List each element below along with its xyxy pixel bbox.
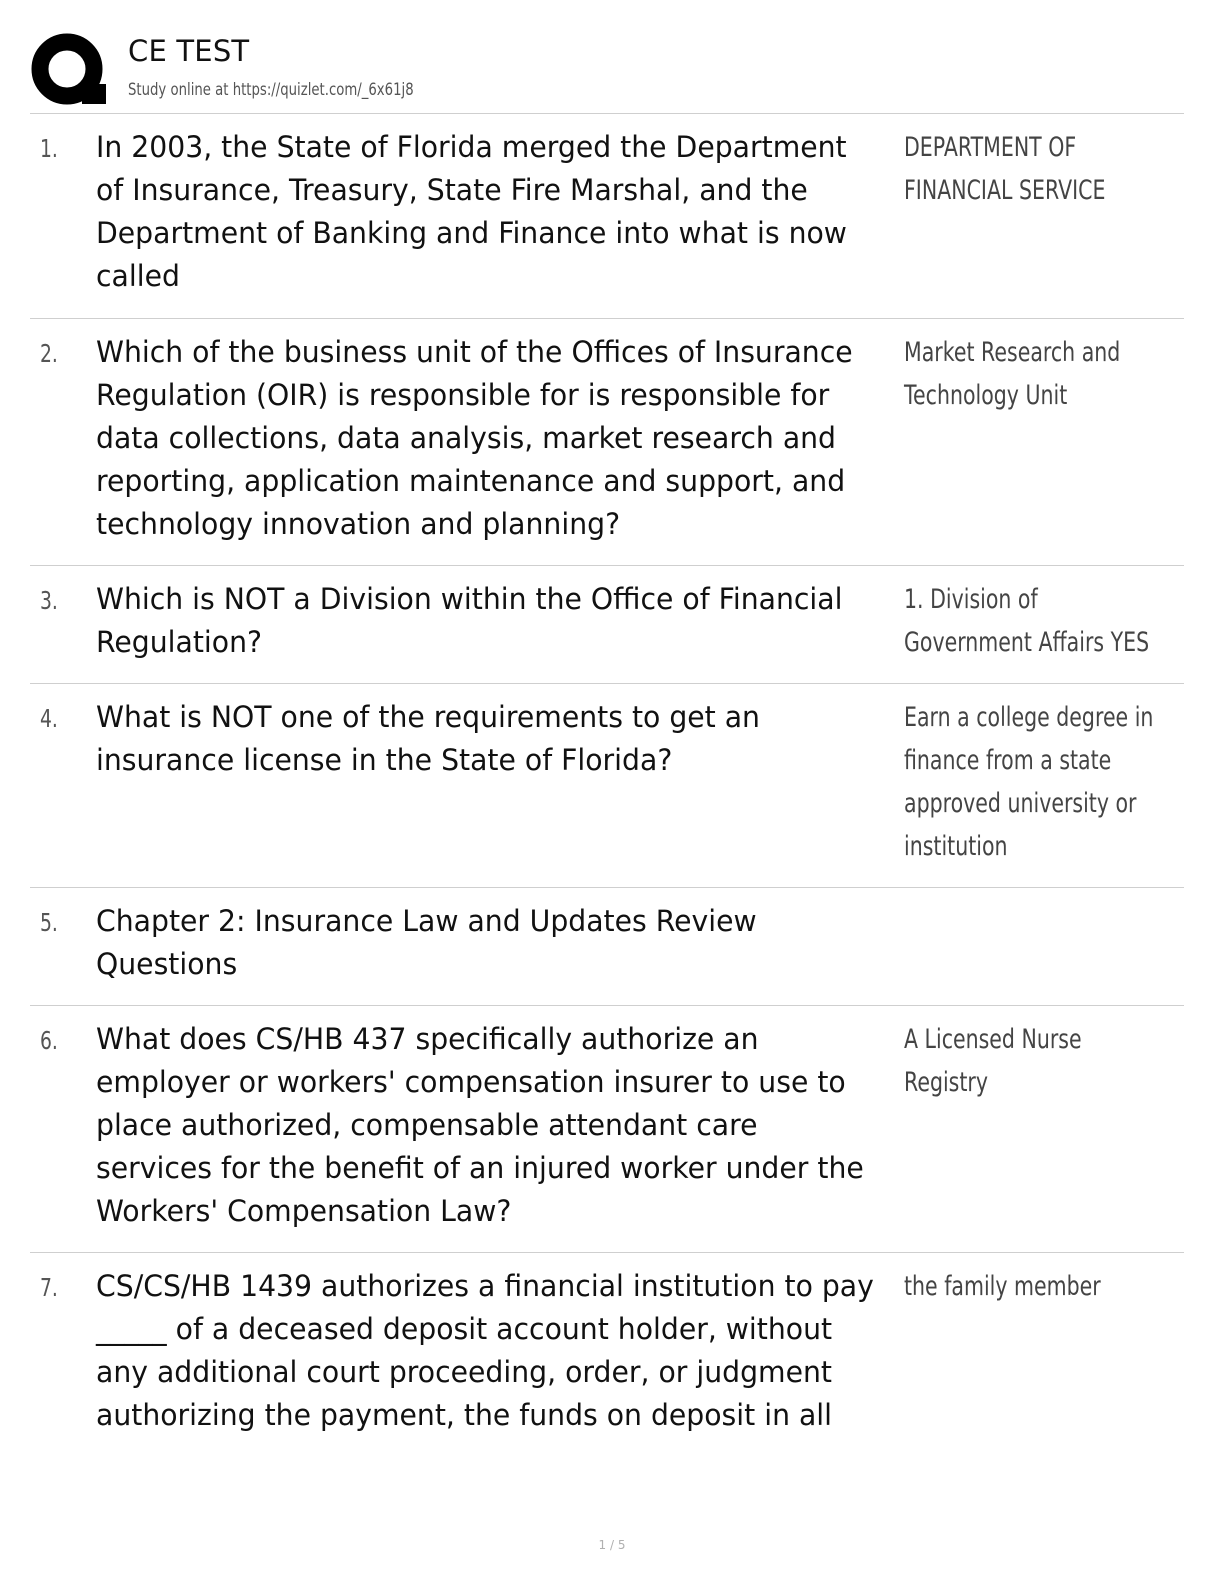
card-answer: the family member — [904, 1271, 1101, 1302]
card-answer: Earn a college degree in finance from a state approved university or institution — [904, 702, 1154, 862]
flashcard — [30, 319, 1184, 566]
card-question: Which of the business unit of the Offices of Insurance Regulation (OIR) is responsible for is responsible for data collections, data analysis, market research and reporting, application maintenance and support, and technology innovation and planning? — [96, 335, 853, 541]
card-question: CS/CS/HB 1439 authorizes a financial institution to pay _____ of a deceased deposit account holder, without any additional court proceeding, order, or judgment authorizing the payment, the funds on deposit in all — [96, 1269, 874, 1432]
card-number: 6. — [40, 1026, 58, 1055]
flashcard — [30, 566, 1184, 684]
flashcard-list — [30, 114, 1184, 1453]
card-question: What is NOT one of the requirements to get an insurance license in the State of Florida? — [96, 700, 760, 777]
card-number: 2. — [40, 339, 58, 368]
flashcard — [30, 114, 1184, 319]
card-number: 4. — [40, 704, 58, 733]
card-question: Which is NOT a Division within the Office of Financial Regulation? — [96, 582, 843, 659]
page-number: 1 / 5 — [598, 1538, 626, 1552]
flashcard — [30, 888, 1184, 1006]
card-question: Chapter 2: Insurance Law and Updates Review Questions — [96, 904, 757, 981]
card-question: In 2003, the State of Florida merged the Department of Insurance, Treasury, State Fire Marshal, and the Department of Banking and Finance into what is now called — [96, 130, 847, 293]
flashcard — [30, 1253, 1184, 1453]
card-answer: Market Research and Technology Unit — [904, 337, 1121, 411]
flashcard — [30, 684, 1184, 888]
document-header — [30, 32, 1184, 114]
card-answer: DEPARTMENT OF FINANCIAL SERVICE — [904, 132, 1106, 206]
card-number: 7. — [40, 1273, 58, 1302]
document-title: CE TEST — [128, 34, 250, 68]
study-online-link[interactable]: Study online at https://quizlet.com/_6x61j8 — [128, 80, 414, 100]
card-number: 1. — [40, 134, 58, 163]
card-answer: A Licensed Nurse Registry — [904, 1024, 1082, 1098]
card-number: 5. — [40, 908, 58, 937]
card-answer: 1. Division of Government Affairs YES — [904, 584, 1150, 658]
card-question: What does CS/HB 437 specifically authorize an employer or workers' compensation insurer to use to place authorized, compensable attendant care services for the benefit of an injured worker under the Workers' Compensation Law? — [96, 1022, 864, 1228]
quizlet-logo-icon — [30, 32, 108, 110]
flashcard — [30, 1006, 1184, 1253]
card-number: 3. — [40, 586, 58, 615]
